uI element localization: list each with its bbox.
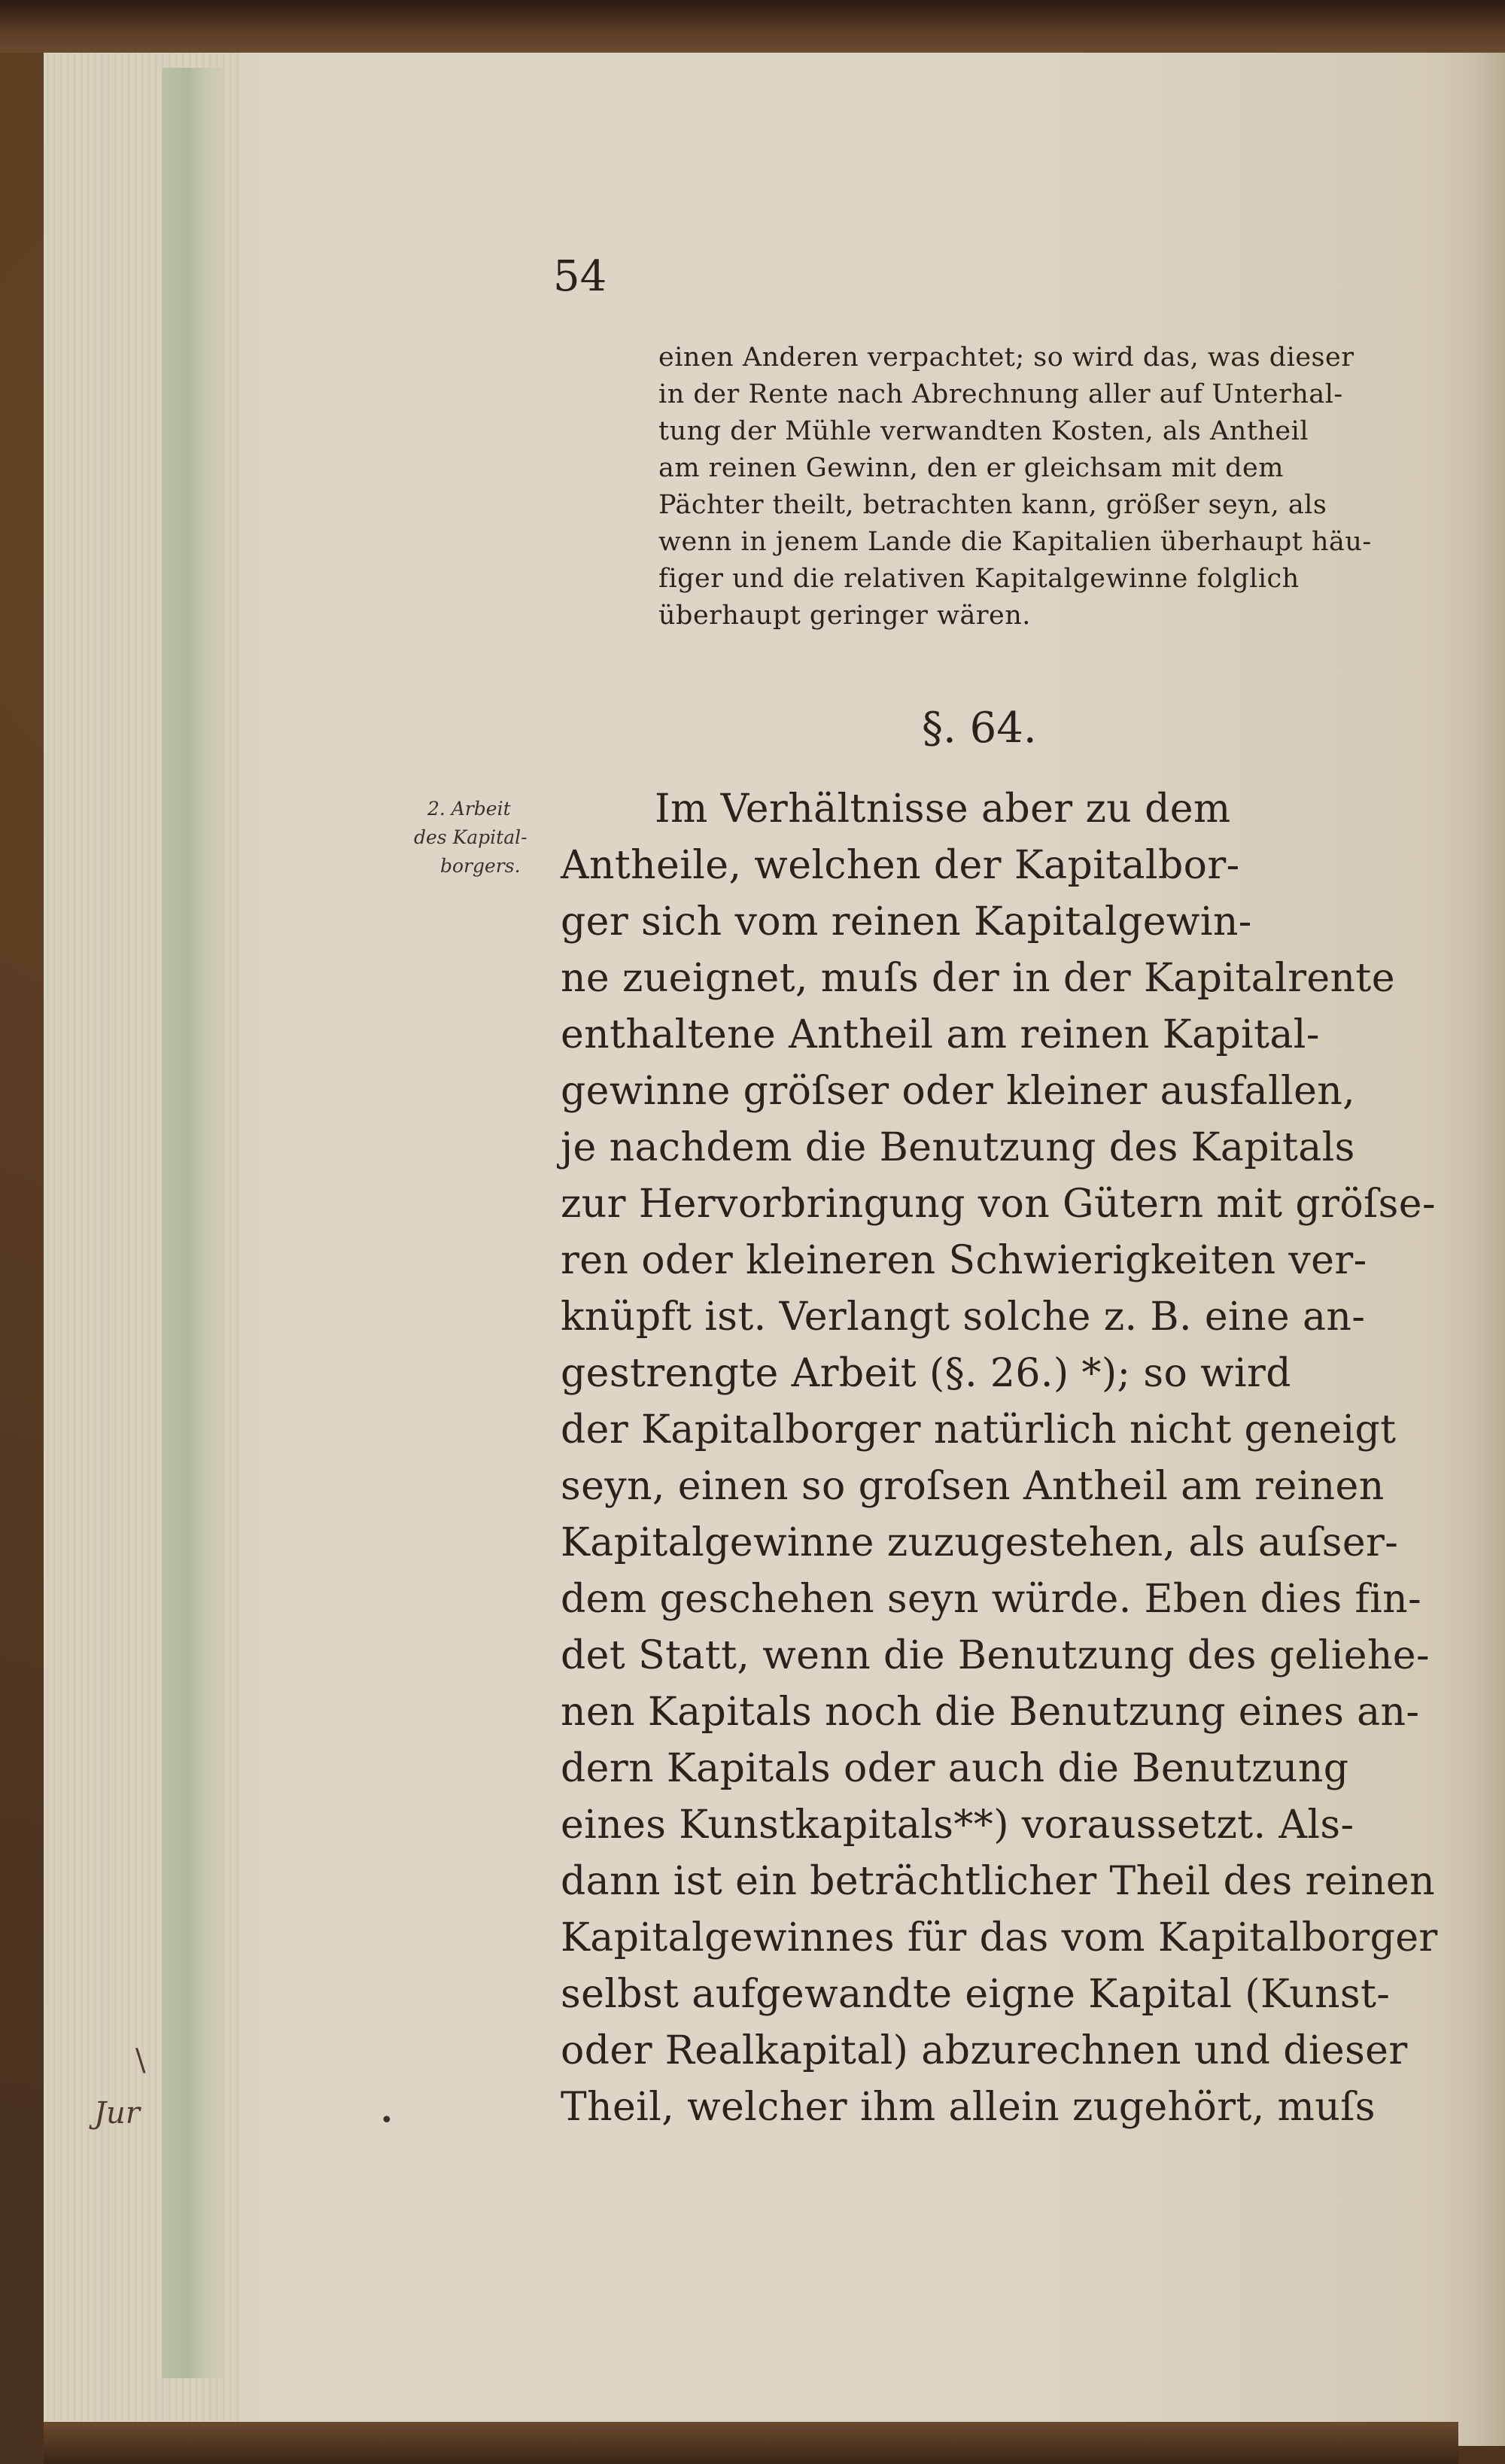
book-cover-bottom-edge bbox=[44, 2422, 1458, 2464]
text-line: selbst aufgewandte eigne Kapital (Kunst- bbox=[561, 1972, 1391, 2017]
text-line: ren oder kleineren Schwierigkeiten ver- bbox=[561, 1238, 1367, 1283]
text-line: dem geschehen seyn würde. Eben dies fin- bbox=[561, 1577, 1422, 1622]
text-line: ne zueignet, muſs der in der Kapitalrente bbox=[561, 956, 1395, 1001]
margin-note-line: 2. Arbeit bbox=[427, 798, 511, 820]
text-line: tung der Mühle verwandten Kosten, als Antheil bbox=[658, 416, 1309, 446]
pencil-mark: \ bbox=[135, 2043, 146, 2078]
text-line: eines Kunstkapitals**) voraussetzt. Als- bbox=[561, 1802, 1354, 1848]
opposite-page-edge bbox=[1434, 53, 1505, 2446]
page-edge-tint bbox=[162, 68, 226, 2378]
section-heading: §. 64. bbox=[922, 704, 1037, 753]
text-line: seyn, einen so groſsen Antheil am reinen bbox=[561, 1464, 1385, 1509]
text-line: det Statt, wenn die Benutzung des geliehe- bbox=[561, 1633, 1430, 1678]
text-line: dann ist ein beträchtlicher Theil des reinen bbox=[561, 1859, 1435, 1904]
text-line: knüpft ist. Verlangt solche z. B. eine an- bbox=[561, 1294, 1366, 1340]
text-line: Pächter theilt, betrachten kann, größer seyn, als bbox=[658, 490, 1327, 520]
text-line: Kapitalgewinne zuzugestehen, als auſser- bbox=[561, 1520, 1399, 1565]
page-number: 54 bbox=[553, 252, 607, 301]
text-line: einen Anderen verpachtet; so wird das, was dieser bbox=[658, 342, 1354, 373]
ink-dot: • bbox=[380, 2107, 394, 2134]
text-line: je nachdem die Benutzung des Kapitals bbox=[561, 1125, 1355, 1170]
text-line: dern Kapitals oder auch die Benutzung bbox=[561, 1746, 1349, 1791]
margin-note-line: des Kapital- bbox=[414, 826, 528, 848]
text-line: oder Realkapital) abzurechnen und dieser bbox=[561, 2028, 1408, 2073]
margin-scribble: Jur bbox=[94, 2096, 140, 2131]
text-line: figer und die relativen Kapitalgewinne folglich bbox=[658, 564, 1300, 594]
text-line: am reinen Gewinn, den er gleichsam mit dem bbox=[658, 453, 1284, 483]
text-line: Im Verhältnisse aber zu dem bbox=[655, 786, 1231, 832]
text-line: enthaltene Antheil am reinen Kapital- bbox=[561, 1012, 1320, 1057]
text-line: überhaupt geringer wären. bbox=[658, 601, 1031, 631]
text-line: Theil, welcher ihm allein zugehört, muſs bbox=[561, 2085, 1376, 2130]
text-line: gewinne gröſser oder kleiner ausfallen, bbox=[561, 1069, 1356, 1114]
text-line: gestrengte Arbeit (§. 26.) *); so wird bbox=[561, 1351, 1291, 1396]
text-line: wenn in jenem Lande die Kapitalien überhaupt häu- bbox=[658, 527, 1372, 557]
text-line: Antheile, welchen der Kapitalbor- bbox=[561, 843, 1240, 888]
text-line: in der Rente nach Abrechnung aller auf Unterhal- bbox=[658, 379, 1343, 409]
text-line: ger sich vom reinen Kapitalgewin- bbox=[561, 899, 1252, 945]
text-line: der Kapitalborger natürlich nicht geneigt bbox=[561, 1407, 1397, 1453]
margin-note-line: borgers. bbox=[440, 855, 521, 877]
book-cover-top-edge bbox=[0, 0, 1505, 53]
text-line: zur Hervorbringung von Gütern mit gröſse- bbox=[561, 1182, 1436, 1227]
text-line: Kapitalgewinnes für das vom Kapitalborger bbox=[561, 1915, 1438, 1961]
text-line: nen Kapitals noch die Benutzung eines an- bbox=[561, 1690, 1420, 1735]
